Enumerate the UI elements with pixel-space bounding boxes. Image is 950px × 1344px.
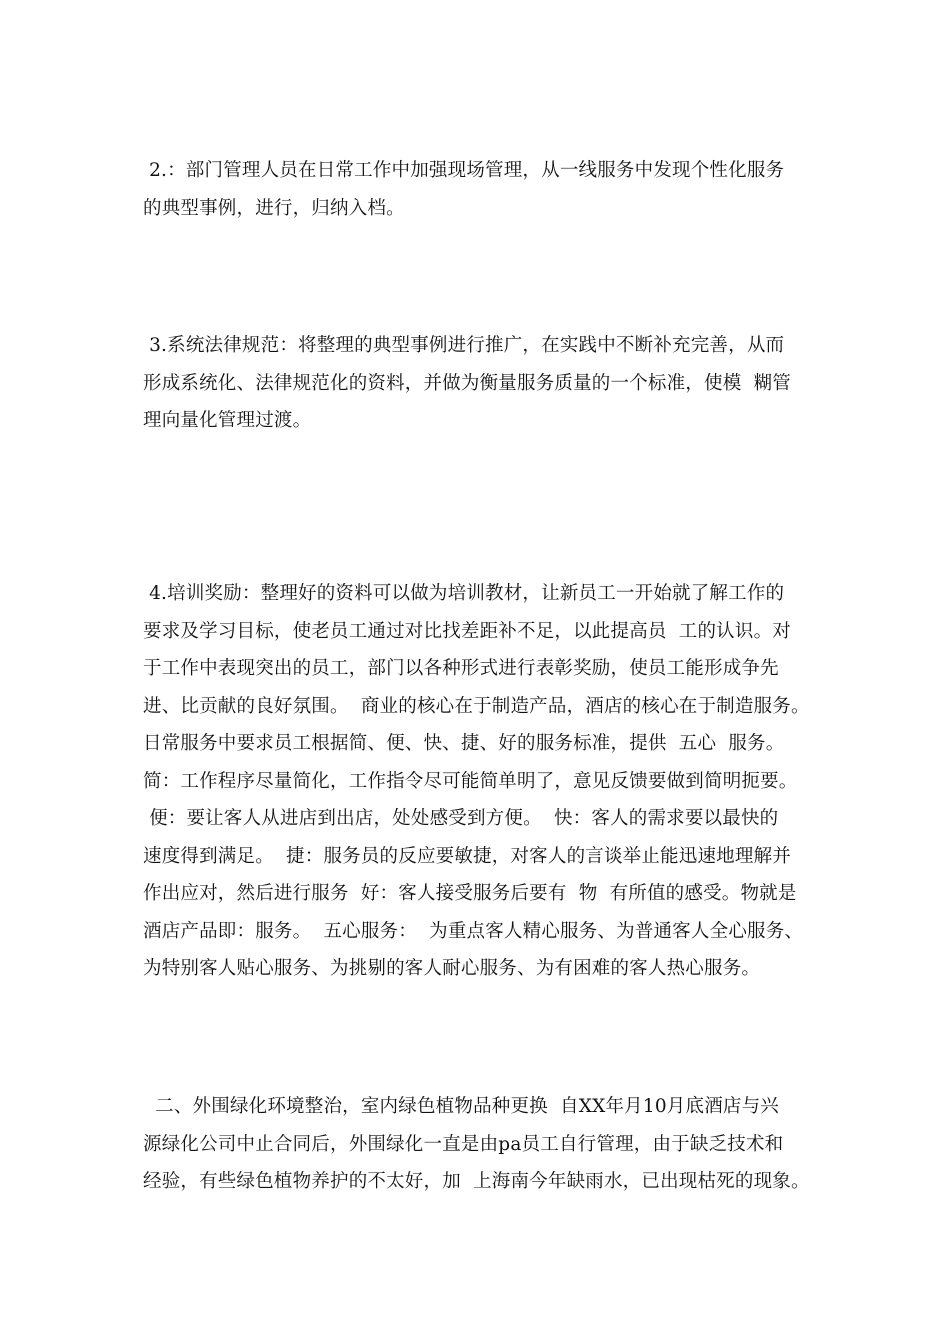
text-line: 作出应对，然后进行服务 好：客人接受服务后要有 物 有所值的感受。物就是: [143, 883, 797, 904]
text-line: 理向量化管理过渡。: [143, 410, 312, 431]
text-line: 4.培训奖励：整理好的资料可以做为培训教材，让新员工一开始就了解工作的: [143, 583, 785, 604]
text-line: 形成系统化、法律规范化的资料，并做为衡量服务质量的一个标准，使模 糊管: [143, 372, 791, 394]
text-line: 二、外围绿化环境整治，室内绿色植物品种更换 自XX年月10月底酒店与兴: [143, 1096, 780, 1117]
text-line: 便：要让客人从进店到出店，处处感受到方便。 快：客人的需求要以最快的: [143, 808, 779, 829]
text-line: 2.：部门管理人员在日常工作中加强现场管理，从一线服务中发现个性化服务: [143, 160, 785, 181]
text-line: 进、比贡献的良好氛围。 商业的核心在于制造产品，酒店的核心在于制造服务。: [143, 695, 810, 717]
text-line: 为特别客人贴心服务、为挑剔的客人耐心服务、为有困难的客人热心服务。: [143, 958, 761, 979]
text-line: 要求及学习目标，使老员工通过对比找差距补不足，以此提高员 工的认识。对: [143, 620, 791, 642]
text-line: 速度得到满足。 捷：服务员的反应要敏捷，对客人的言谈举止能迅速地理解并: [143, 845, 791, 867]
paragraph-item-3: [143, 327, 823, 440]
text-line: 于工作中表现突出的员工，部门以各种形式进行表彰奖励，使员工能形成争先: [143, 658, 779, 679]
paragraph-item-2: [143, 152, 823, 227]
text-line: 酒店产品即：服务。 五心服务： 为重点客人精心服务、为普通客人全心服务、: [143, 920, 804, 942]
text-line: 源绿化公司中止合同后，外围绿化一直是由pa员工自行管理，由于缺乏技术和: [143, 1133, 784, 1155]
text-line: 3.系统法律规范：将整理的典型事例进行推广，在实践中不断补充完善，从而: [143, 335, 785, 356]
paragraph-item-4: [143, 575, 823, 988]
text-line: 日常服务中要求员工根据简、便、快、捷、好的服务标准，提供 五心 服务。: [143, 733, 785, 754]
text-line: 经验，有些绿色植物养护的不太好，加 上海南今年缺雨水，已出现枯死的现象。: [143, 1171, 810, 1192]
text-line: 的典型事例，进行，归纳入档。: [143, 197, 405, 219]
text-line: 简：工作程序尽量简化，工作指令尽可能简单明了，意见反馈要做到简明扼要。: [143, 770, 798, 792]
paragraph-section-two: [143, 1088, 823, 1201]
